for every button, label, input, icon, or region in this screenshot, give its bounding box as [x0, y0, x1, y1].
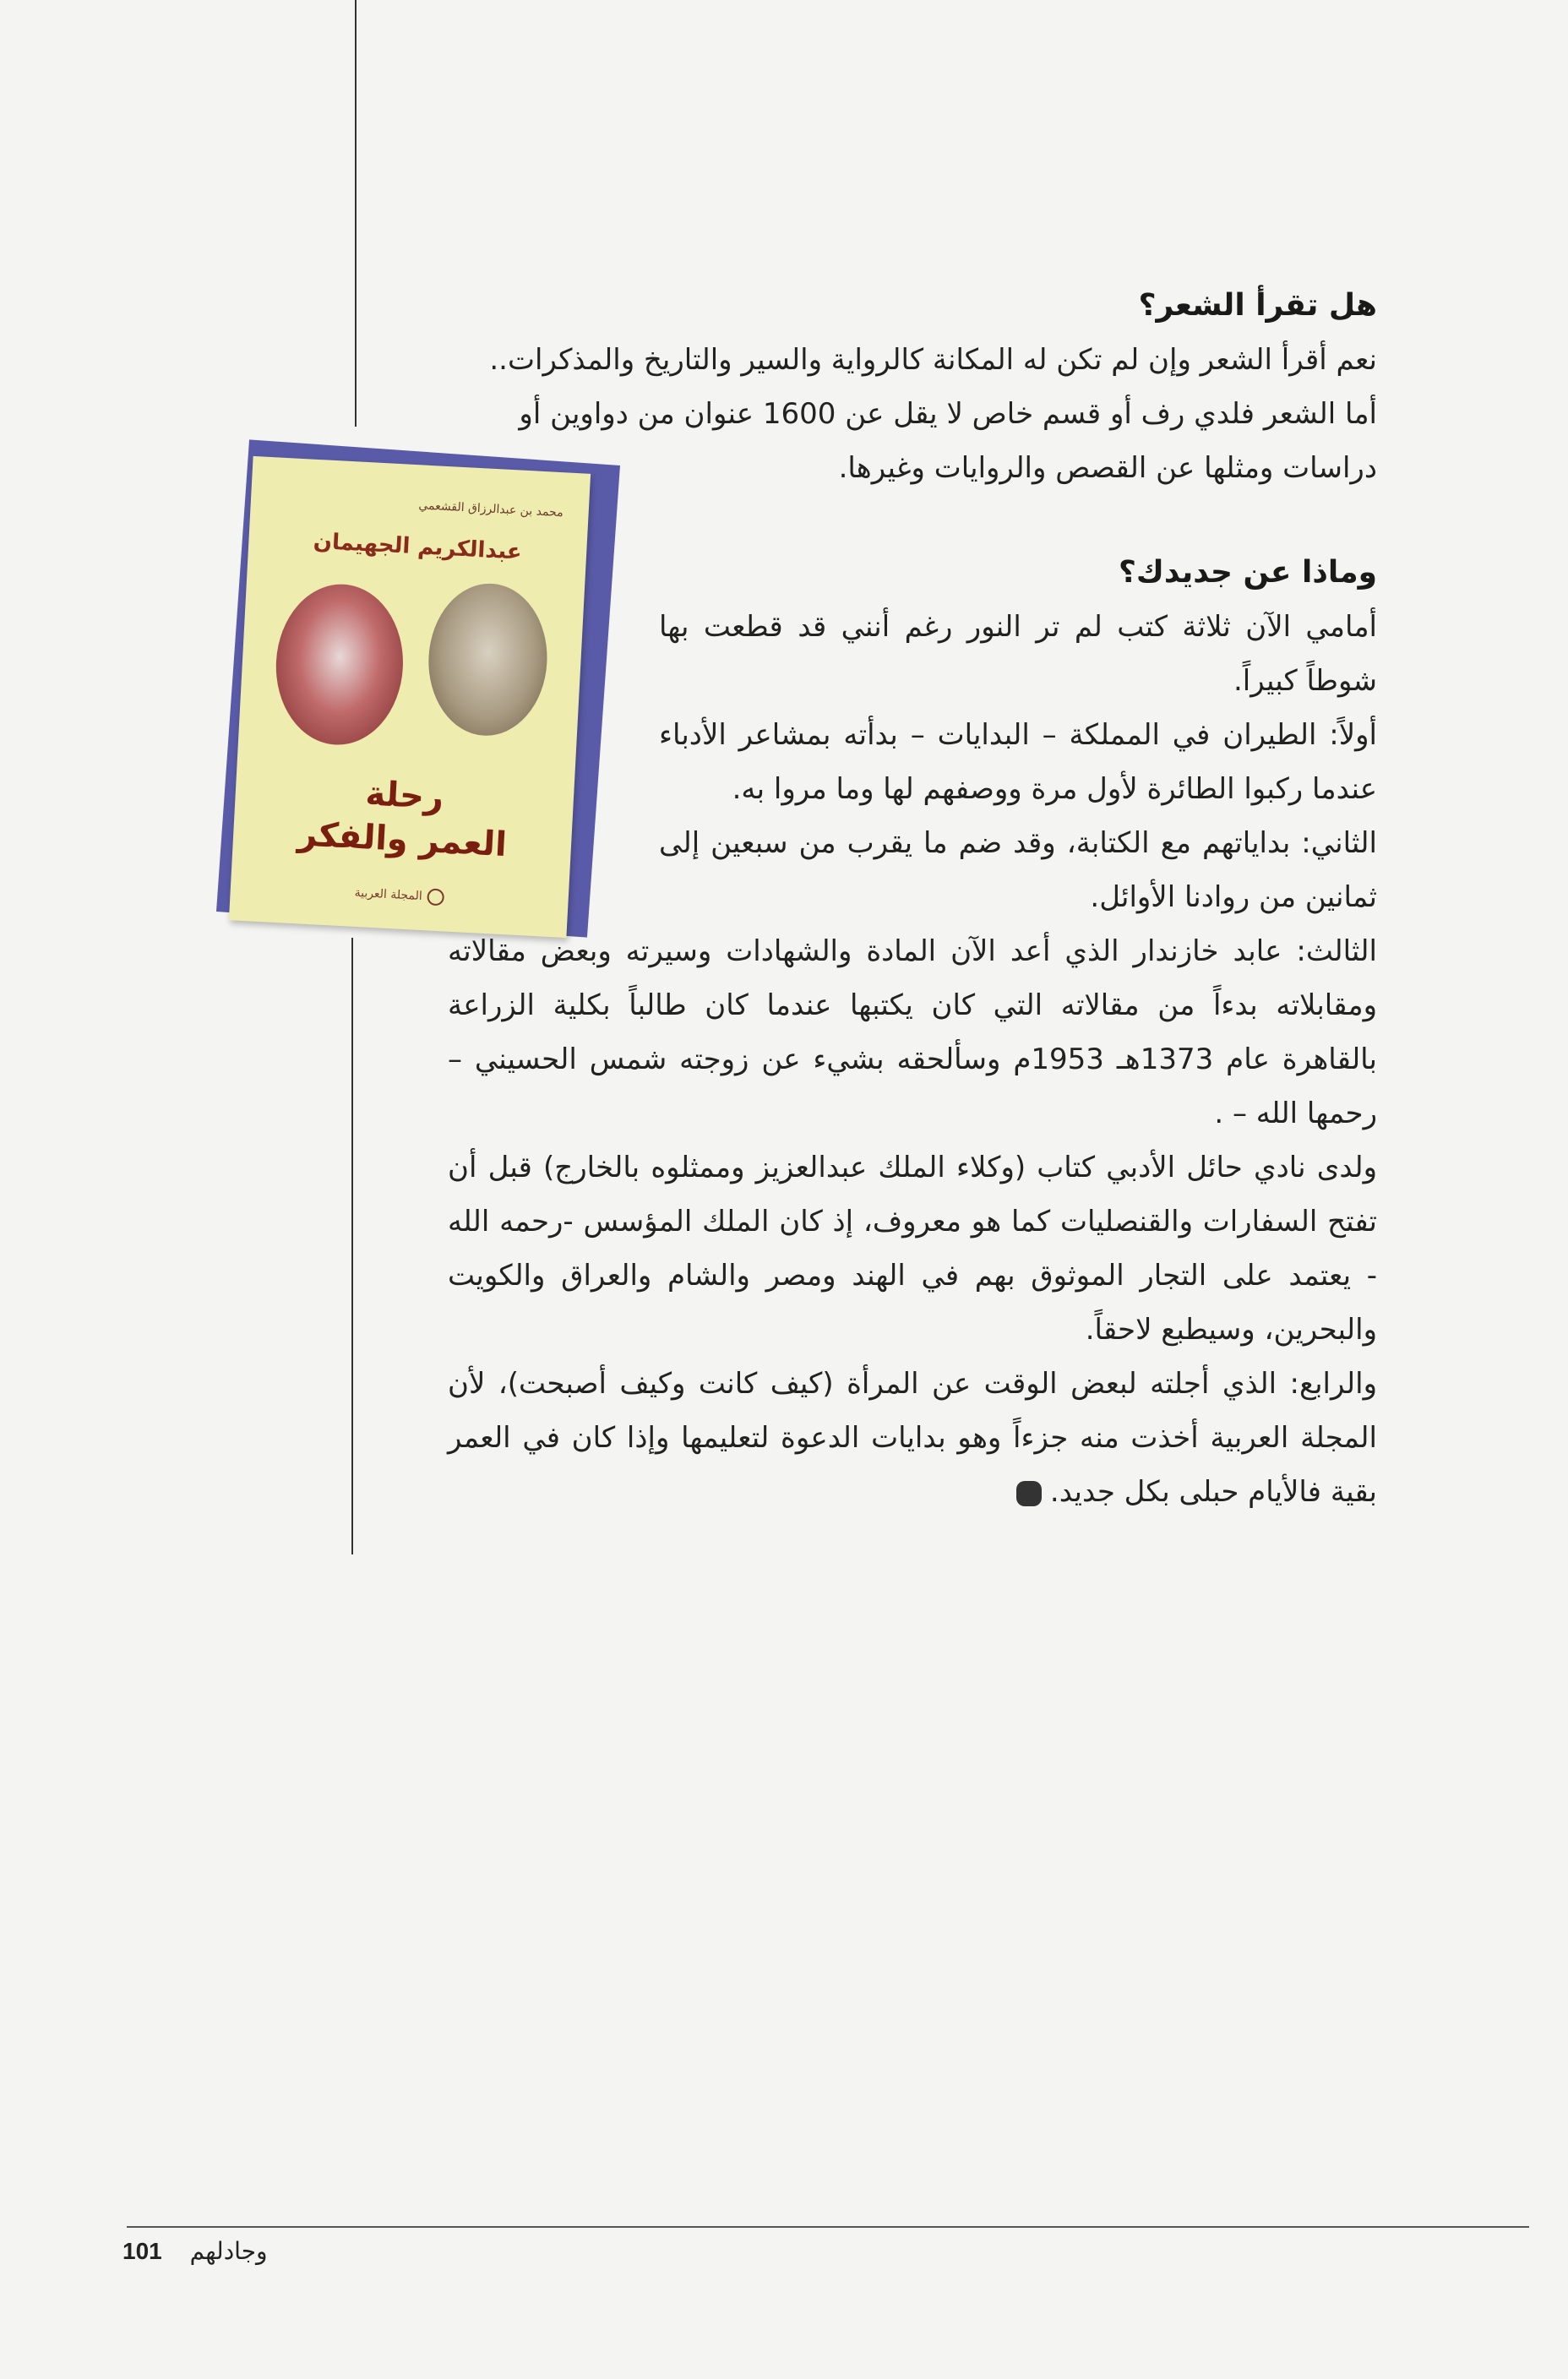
new-works-block-narrow — [659, 546, 1377, 924]
answer-poetry-line1: نعم أقرأ الشعر وإن لم تكن له المكانة كالرواية والسير والتاريخ والمذكرات.. — [489, 343, 1377, 377]
book-subject: عبدالكريم الجهيمان — [313, 528, 523, 565]
book-title-line2: العمر والفكر — [297, 814, 508, 865]
question-new-works: وماذا عن جديدك؟ — [1119, 555, 1377, 590]
answer-third-book: الثالث: عابد خازندار الذي أعد الآن المادة والشهادات وسيرته وبعض مقالاته ومقابلاته بدءاً من مقالاته التي كان يكتبها عندما كان طالباً بكلية الزراعة بالقاهرة عام 1373هـ 1953م وسألحقه بشيء عن زوجته شمس الحسيني – رحمها الله – . — [448, 934, 1377, 1130]
portrait-elder-man — [272, 581, 407, 749]
article-end-mark-icon — [1016, 1481, 1042, 1506]
book-title-line1: رحلة — [364, 774, 445, 818]
column-divider-bottom — [351, 938, 353, 1554]
question-poetry: هل تقرأ الشعر؟ — [1138, 288, 1377, 323]
footer-section-name: وجادلهم — [189, 2237, 268, 2265]
answer-fourth-book-text: والرابع: الذي أجلته لبعض الوقت عن المرأة (كيف كانت وكيف أصبحت)، لأن المجلة العربية أخذت منه جزءاً وهو بدايات الدعوة لتعليمها وإذا كان في العمر بقية فالأيام حبلى بكل جديد. — [448, 1367, 1377, 1509]
answer-fourth-book — [448, 1357, 1377, 1519]
answer-first-book: أولاً: الطيران في المملكة – البدايات – بدأته بمشاعر الأدباء عندما ركبوا الطائرة لأول مرة ووصفهم لها وما مروا به. — [659, 718, 1377, 806]
answer-poetry-line3: دراسات ومثلها عن القصص والروايات وغيرها. — [838, 451, 1377, 485]
publisher-logo-icon — [427, 888, 444, 906]
footer-rule — [127, 2226, 1529, 2228]
page-number: 101 — [122, 2238, 162, 2264]
answer-poetry-line2: أما الشعر فلدي رف أو قسم خاص لا يقل عن 1600 عنوان من دواوين أو — [519, 397, 1377, 431]
answer-second-book: الثاني: بداياتهم مع الكتابة، وقد ضم ما يقرب من سبعين إلى ثمانين من روادنا الأوائل. — [659, 826, 1377, 914]
page-footer — [122, 2237, 268, 2265]
column-divider-top — [355, 0, 357, 427]
book-author: محمد بن عبدالرزاق القشعمي — [418, 498, 564, 520]
book-publisher-label: المجلة العربية — [354, 885, 423, 904]
answer-hail-club-book: ولدى نادي حائل الأدبي كتاب (وكلاء الملك عبدالعزيز وممثلوه بالخارج) قبل أن تفتح السفارات والقنصليات كما هو معروف، إذ كان الملك المؤسس -رحمه الله - يعتمد على التجار الموثوق بهم في الهند ومصر والشام والعراق والكويت والبحرين، وسيطبع لاحقاً. — [448, 1151, 1377, 1347]
answer-intro: أمامي الآن ثلاثة كتب لم تر النور رغم أنني قد قطعت بها شوطاً كبيراً. — [659, 610, 1377, 698]
article-body — [448, 279, 1377, 1519]
